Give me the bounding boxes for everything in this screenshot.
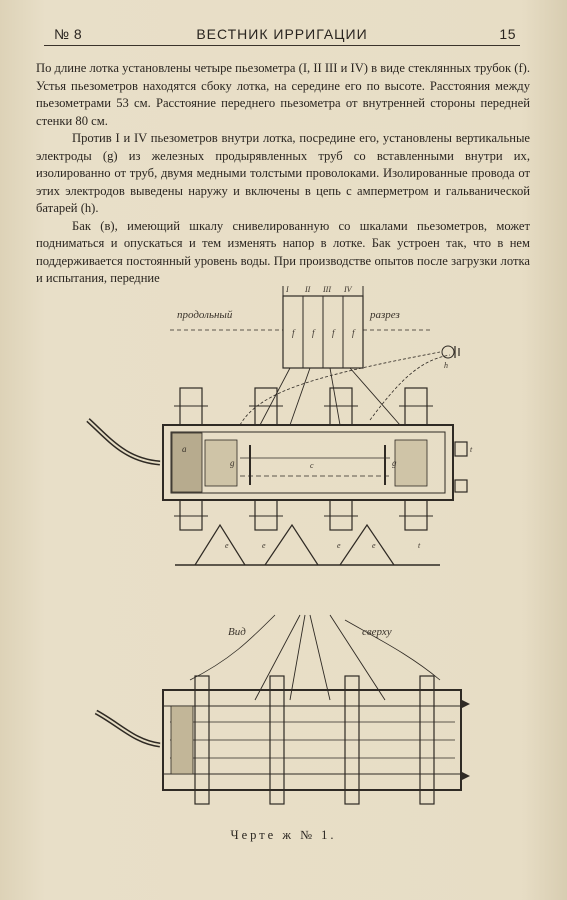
clamps-top [174,388,433,425]
clamps-bottom [174,500,433,530]
label-piezometer-3: III [323,285,331,294]
paragraph: Против I и IV пьезометров внутри лотка, посредине его, установлены вертикальные электроды (g) из железных продырявленных труб со вставленными внутри их, изолированно от труб, двумя медными толстыми проволоками. Изолированные провода от этих электродов выведены наружу и включены в цепь с амперметром и гальванической батарей (h). [36,131,530,215]
trestle-supports [175,525,440,565]
label-from-above: сверху [362,626,392,638]
front-chamber [171,706,193,774]
outlet-fitting [455,442,467,456]
issue-number: № 8 [54,26,83,42]
letter-label: f [292,328,295,338]
letter-label: h [444,361,448,370]
letter-label: e [262,541,266,550]
gravel-filter [395,440,427,486]
letter-label: a [182,444,187,454]
label-piezometer-2: II [305,285,311,294]
longitudinal-section [88,286,467,565]
paragraph: По длине лотка установлены четыре пьезометра (I, II III и IV) в виде стеклянных трубок (f). Устья пьезометров находятся сбоку лотка, на середине его по высоте. Расстояния между пьезометрами 53 см. Расстояние переднего пьезометра от внутренней стороны передней стенки 80 см. [36,61,530,128]
label-piezometer-4: IV [344,285,352,294]
label-section: разрез [370,309,400,321]
letter-label: e [337,541,341,550]
letter-label: t [418,541,421,550]
outlet-fitting [455,480,467,492]
letter-label: f [312,328,315,338]
ammeter-icon [442,346,454,358]
outlet-arrow-icon [462,772,470,780]
paragraph: Бак (в), имеющий шкалу снивелированную со шкалами пьезометров, может подниматься и опускаться и тем изменять напор в лотке. Бак устроен так, что в нем поддерживается постоянный уровень воды. При производстве опытов после загрузки лотка и испытания, передние [36,218,530,285]
label-view: Вид [228,626,246,638]
outlet-arrow-icon [462,700,470,708]
letter-label: e [225,541,229,550]
letter-label: e [372,541,376,550]
letter-label: f [352,328,355,338]
letter-label: g [230,458,235,468]
inlet-hose [88,420,160,463]
top-view [96,615,470,804]
page-number: 15 [499,26,516,42]
letter-label: g [392,458,397,468]
letter-label: c [310,461,314,470]
letter-label: t [470,445,473,454]
journal-title: ВЕСТНИК ИРРИГАЦИИ [196,26,368,42]
front-chamber [172,433,202,492]
figure-caption: Черте ж № 1. [230,828,337,842]
letter-label: f [332,328,335,338]
label-longitudinal: продольный [177,309,233,321]
label-piezometer-1: I [286,285,289,294]
